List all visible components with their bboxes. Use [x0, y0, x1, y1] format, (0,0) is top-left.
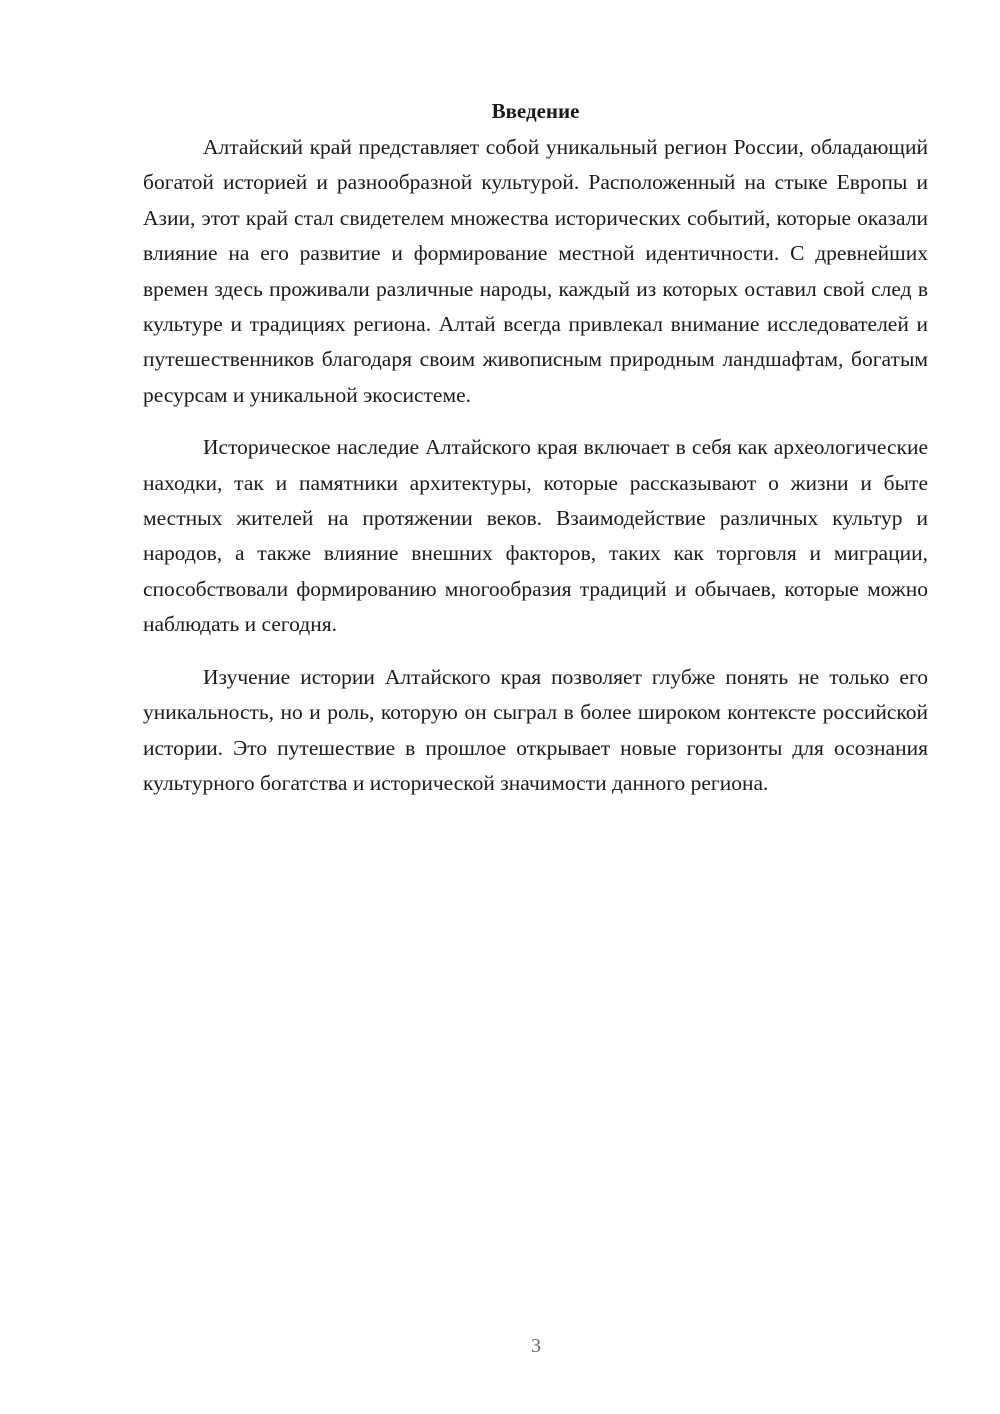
paragraph-2: Историческое наследие Алтайского края включает в себя как археологические находки, так и памятники архитектуры, которые рассказывают о жизни и быте местных жителей на протяжении веков. Взаимодействие различных культур и народов, а также влияние внешних факторов, таких как торговля и миграции, способствовали формированию многообразия традиций и обычаев, которые можно наблюдать и сегодня.: [143, 435, 928, 637]
paragraph-1: Алтайский край представляет собой уникальный регион России, обладающий богатой историей и разнообразной культурой. Расположенный на стыке Европы и Азии, этот край стал свидетелем множества исторических событий, которые оказали влияние на его развитие и формирование местной идентичности. С древнейших времен здесь проживали различные народы, каждый из которых оставил свой след в культуре и традициях региона. Алтай всегда привлекал внимание исследователей и путешественников благодаря своим живописным природным ландшафтам, богатым ресурсам и уникальной экосистеме.: [143, 135, 928, 407]
paragraph-3: Изучение истории Алтайского края позволяет глубже понять не только его уникальность, но и роль, которую он сыграл в более широком контексте российской истории. Это путешествие в прошлое открывает новые горизонты для осознания культурного богатства и исторической значимости данного региона.: [143, 664, 928, 795]
section-heading: Введение: [491, 99, 580, 123]
page-content: [143, 96, 928, 801]
page-number: 3: [531, 1335, 541, 1357]
